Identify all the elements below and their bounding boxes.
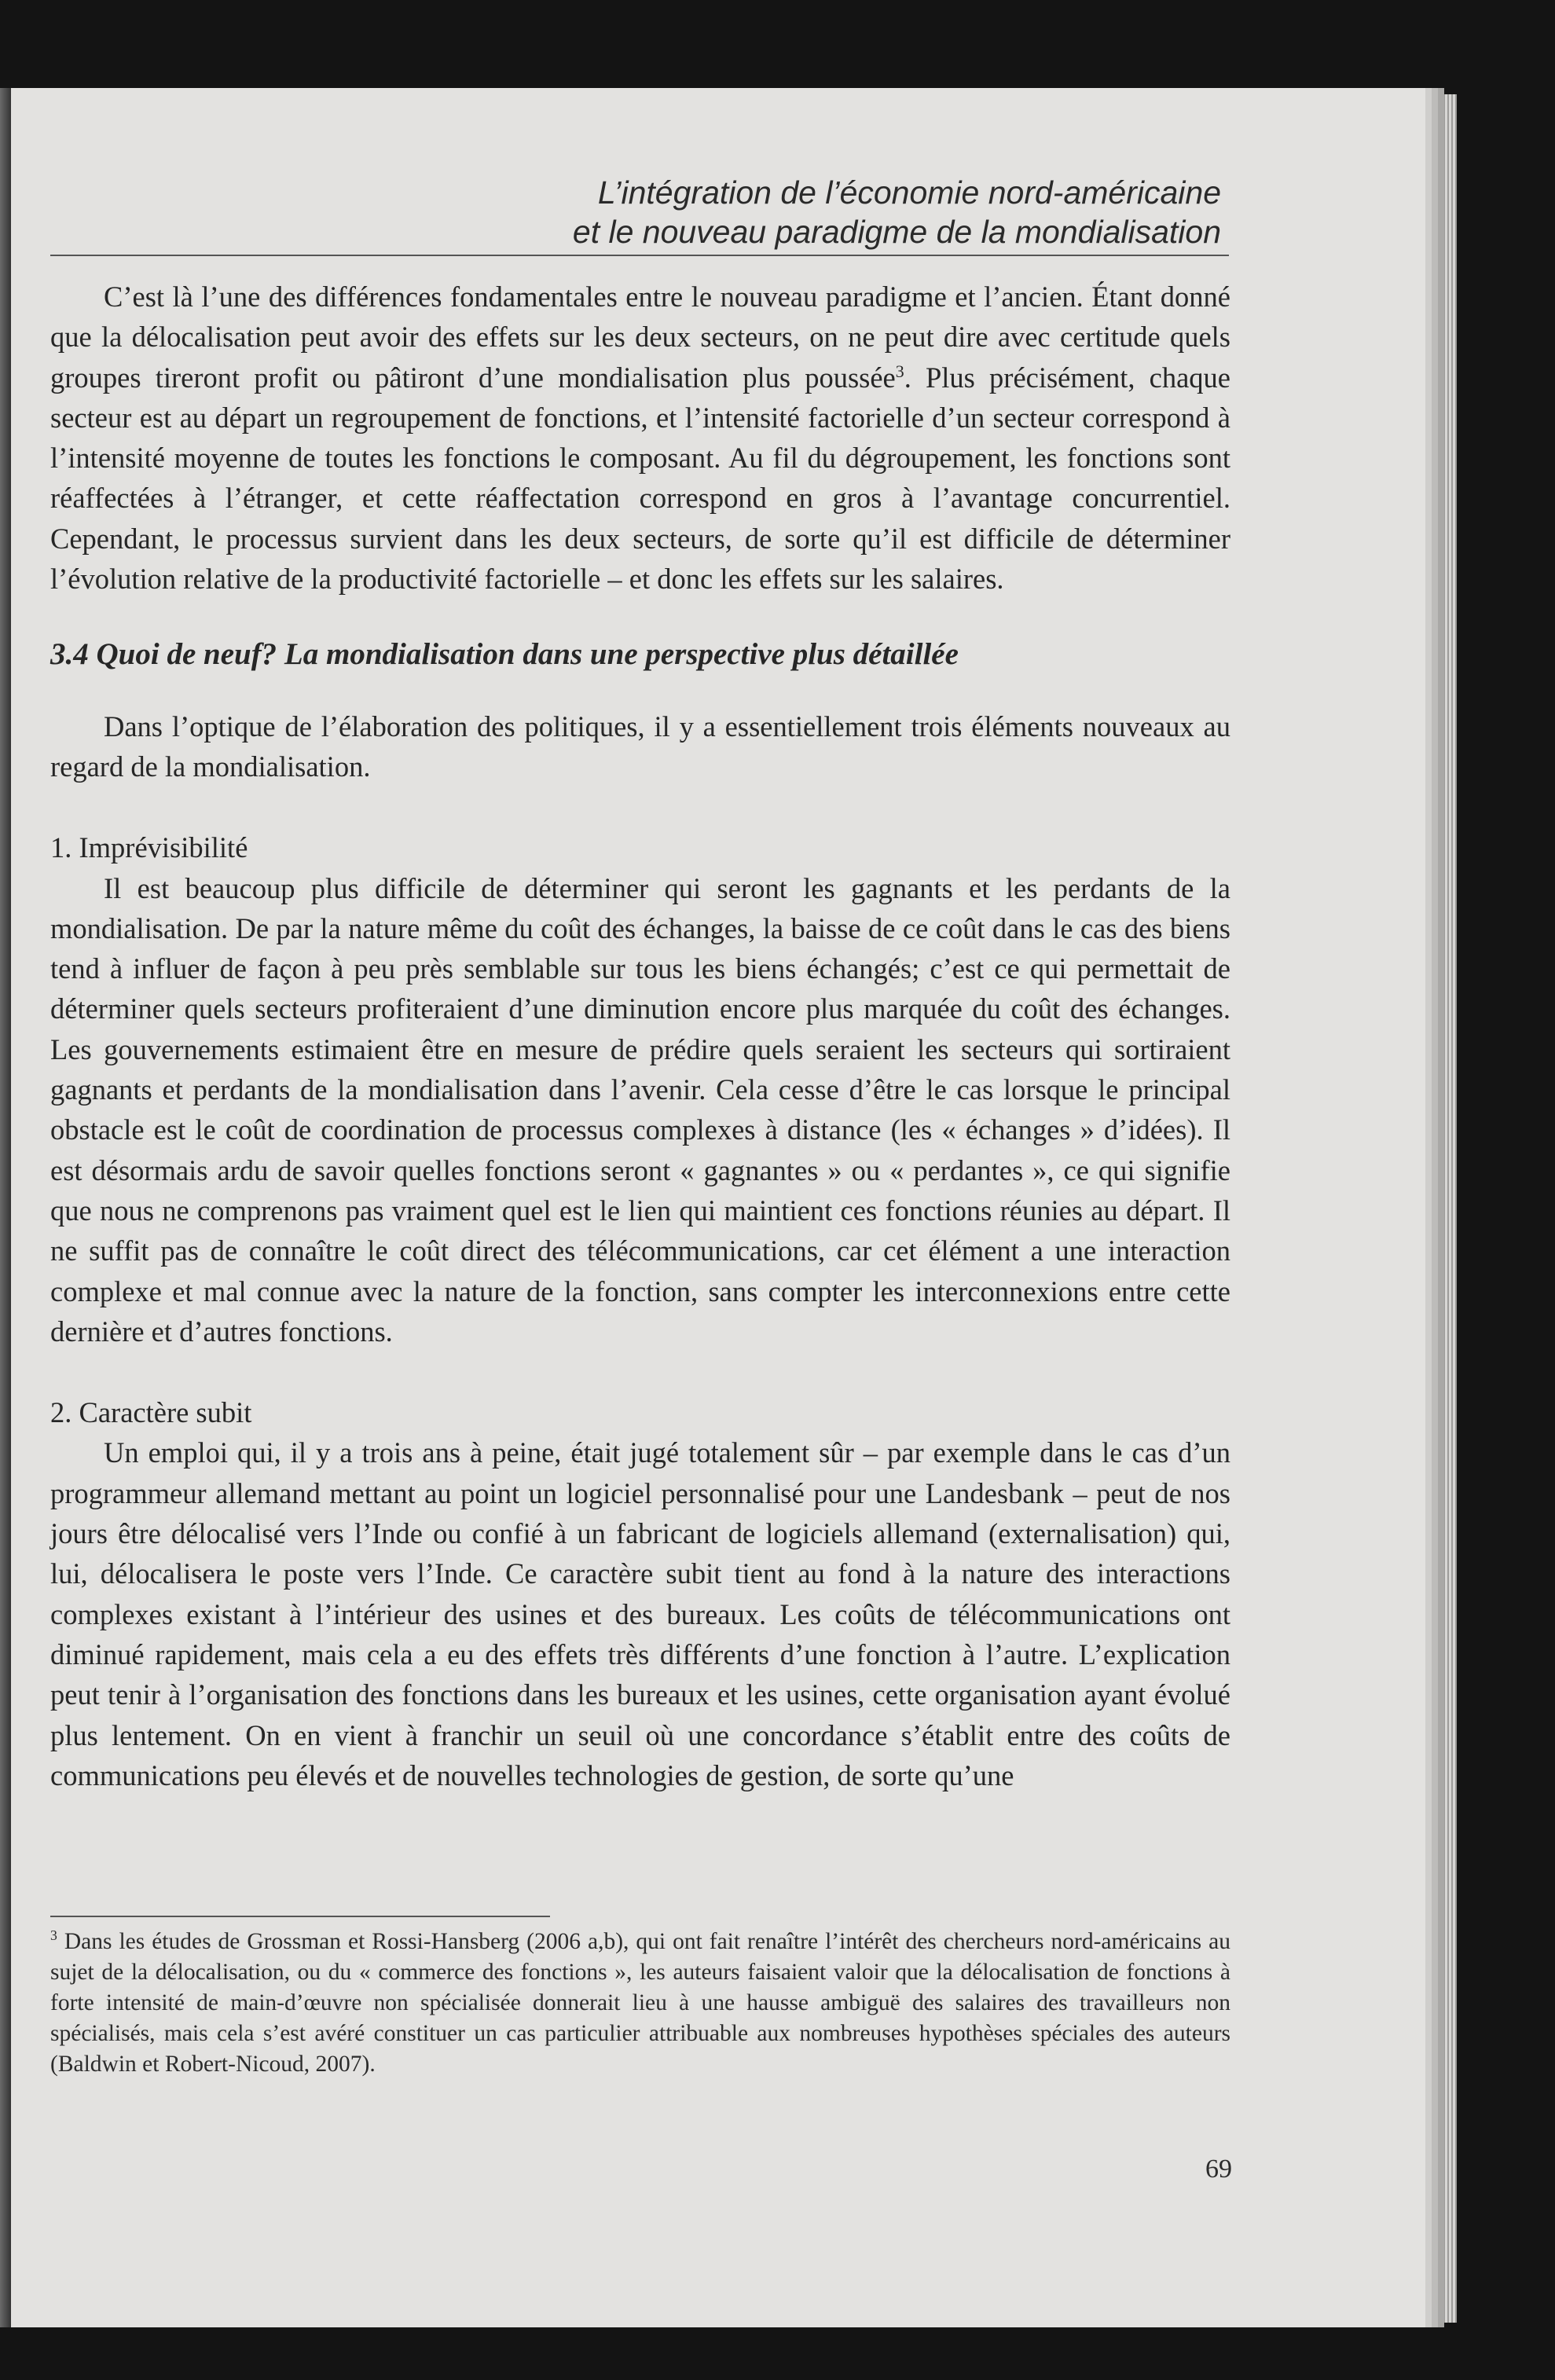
item-2-text: Un emploi qui, il y a trois ans à peine, était jugé totalement sûr – par exemple dans le cas d’un programmeur allemand mettant au point un logiciel personnalisé pour une Landesbank – peut de nos jours être délocalisé vers l’Inde ou confié à un fabricant de logiciels allemand (externalisation) qui, lui, délocalisera le poste vers l’Inde. Ce caractère subit tient au fond à la nature des interactions complexes existant à l’intérieur des usines et des bureaux. Les coûts de télécommunications ont diminué rapidement, mais cela a eu des effets très différents d’une fonction à l’autre. L’explication peut tenir à l’organisation des fonctions dans les bureaux et les usines, cette organisation ayant évolué plus lentement. On en vient à franchir un seuil où une concordance s’établit entre des coûts de communications peu élevés et de nouvelles technologies de gestion, de sorte qu’une — [50, 1436, 1230, 1791]
running-head-line-2: et le nouveau paradigme de la mondialisation — [572, 214, 1221, 250]
item-2-label: 2. Caractère subit — [50, 1396, 252, 1429]
book-page — [11, 88, 1425, 2327]
running-head — [278, 173, 1221, 251]
footnote-rule — [50, 1916, 550, 1917]
paragraph-1-part-1: C’est là l’une des différences fondamentales entre le nouveau paradigme et l’ancien. Étant donné que la délocalisation peut avoir des effets sur les deux secteurs, on ne peut dire avec certitude quels groupes tireront profit ou pâtiront d’une mondialisation plus poussée — [50, 281, 1230, 394]
paragraph-1-part-2: . Plus précisément, chaque secteur est au départ un regroupement de fonctions, et l’intensité factorielle d’un secteur correspond à l’intensité moyenne de toutes les fonctions le composant. Au fil du dégroupement, les fonctions sont réaffectées à l’étranger, et cette réaffectation correspond en gros à l’avantage concurrentiel. Cependant, le processus survient dans les deux secteurs, de sorte qu’il est difficile de déterminer l’évolution relative de la productivité factorielle – et donc les effets sur les salaires. — [50, 361, 1230, 596]
item-1-label: 1. Imprévisibilité — [50, 831, 248, 864]
footnote — [50, 1927, 1230, 2080]
page-stack-edge — [1425, 94, 1457, 2323]
footnote-number: 3 — [50, 1927, 57, 1944]
section-heading: 3.4 Quoi de neuf? La mondialisation dans une perspective plus détaillée — [50, 637, 959, 672]
body-text — [50, 277, 1230, 1795]
footnote-reference: 3 — [895, 361, 904, 381]
item-1-text: Il est beaucoup plus difficile de déterminer qui seront les gagnants et les perdants de la mondialisation. De par la nature même du coût des échanges, la baisse de ce coût dans le cas des biens tend à influer de façon à peu près semblable sur tous les biens échangés; c’est ce qui permettait de déterminer quels secteurs profiteraient d’une diminution encore plus marquée du coût des échanges. Les gouvernements estimaient être en mesure de prédire quels seraient les secteurs qui sortiraient gagnants et perdants de la mondialisation dans l’avenir. Cela cesse d’être le cas lorsque le principal obstacle est le coût de coordination de processus complexes à distance (les « échanges » d’idées). Il est désormais ardu de savoir quelles fonctions seront « gagnantes » ou « perdantes », ce qui signifie que nous ne comprenons pas vraiment quel est le lien qui maintient ces fonctions réunies au départ. Il ne suffit pas de connaître le coût direct des télécommunications, car cet élément a une interaction complexe et mal connue avec la nature de la fonction, sans compter les interconnexions entre cette dernière et d’autres fonctions. — [50, 871, 1230, 1348]
paragraph-1 — [50, 277, 1230, 599]
running-head-line-1: L’intégration de l’économie nord-américaine — [597, 174, 1221, 211]
paragraph-2: Dans l’optique de l’élaboration des politiques, il y a essentiellement trois éléments nouveaux au regard de la mondialisation. — [50, 710, 1230, 783]
page-number: 69 — [1205, 2154, 1232, 2184]
footnote-text: Dans les études de Grossman et Rossi-Hansberg (2006 a,b), qui ont fait renaître l’intérêt des chercheurs nord-américains au sujet de la délocalisation, ou du « commerce des fonctions », les auteurs faisaient valoir que la délocalisation de fonctions à forte intensité de main-d’œuvre non spécialisée donnerait lieu à une hausse ambiguë des salaires des travailleurs non spécialisés, mais cela s’est avéré constituer un cas particulier attribuable aux nombreuses hypothèses spéciales des auteurs (Baldwin et Robert-Nicoud, 2007). — [50, 1929, 1230, 2077]
header-rule — [50, 255, 1229, 256]
